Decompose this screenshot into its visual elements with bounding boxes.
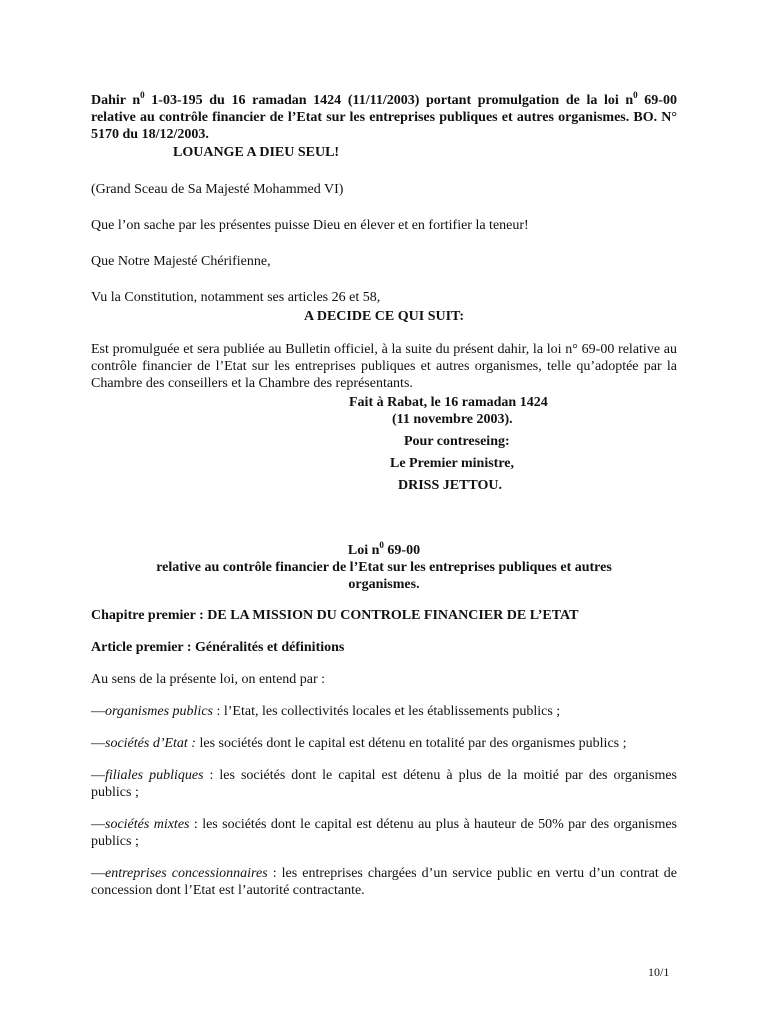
loi-title-sup: 0	[379, 540, 384, 550]
definition-text: : les sociétés dont le capital est détenu à plus de la moitié par des organismes publics ;	[91, 768, 677, 800]
definition-dash: —	[91, 817, 105, 832]
constitution-text: Vu la Constitution, notamment ses articles 26 et 58,	[91, 290, 381, 305]
definition-item	[91, 865, 677, 899]
document-page	[91, 86, 677, 899]
definition-item	[91, 703, 677, 720]
loi-title-suffix: 69-00	[383, 543, 421, 558]
signature-date: (11 novembre 2003).	[392, 412, 513, 427]
definition-term: sociétés mixtes	[105, 817, 190, 832]
signature-ministre: Le Premier ministre,	[390, 456, 515, 471]
definition-dash: —	[91, 866, 105, 881]
definitions-list	[91, 703, 677, 899]
intro-text: Au sens de la présente loi, on entend par :	[91, 672, 326, 687]
definition-term: organismes publics	[105, 704, 213, 719]
promulgation-paragraph: Est promulguée et sera publiée au Bulletin officiel, à la suite du présent dahir, la loi n° 69-00 relative au contrôle financier de l’Etat sur les entreprises publiques et autres organismes, telle qu’adoptée par la Chambre des conseillers et la Chambre des représentants.	[91, 342, 677, 391]
loi-subtitle: relative au contrôle financier de l’Etat sur les entreprises publiques et autres organismes.	[156, 560, 612, 592]
definition-item	[91, 816, 677, 850]
definition-dash: —	[91, 704, 105, 719]
article-heading: Article premier : Généralités et définitions	[91, 640, 345, 655]
definition-term: entreprises concessionnaires	[105, 866, 268, 881]
dahir-heading-part3: 69-00 relative au contrôle financier de l’Etat sur les entreprises publiques et autres organismes. BO. N° 5170 du 18/12/2003.	[91, 93, 677, 142]
definition-text: : l’Etat, les collectivités locales et les établissements publics ;	[212, 704, 561, 719]
dahir-heading	[91, 92, 677, 143]
definition-item	[91, 735, 677, 752]
signature-pour: Pour contreseing:	[404, 434, 510, 449]
loi-title	[91, 542, 677, 559]
decide-heading: A DECIDE CE QUI SUIT:	[304, 309, 464, 324]
definition-text: : les entreprises chargées d’un service public en vertu d’un contrat de concession dont l’Etat est l’autorité contractante.	[91, 866, 677, 898]
definition-term: sociétés d’Etat :	[105, 736, 196, 751]
definition-dash: —	[91, 768, 105, 783]
que-l-on-sache-text: Que l’on sache par les présentes puisse Dieu en élever et en fortifier la teneur!	[91, 218, 529, 233]
dahir-heading-part2: 1-03-195 du 16 ramadan 1424 (11/11/2003) portant promulgation de la loi n	[144, 93, 634, 108]
dahir-sup-1: 0	[140, 90, 145, 100]
signature-nom: DRISS JETTOU.	[398, 478, 503, 493]
loi-title-prefix: Loi n	[347, 543, 380, 558]
definition-item	[91, 767, 677, 801]
signature-fait: Fait à Rabat, le 16 ramadan 1424	[349, 395, 548, 410]
page-number: 10/1	[648, 965, 670, 979]
definition-text: les sociétés dont le capital est détenu en totalité par des organismes publics ;	[195, 736, 627, 751]
dahir-heading-part1: Dahir n	[91, 93, 141, 108]
majeste-text: Que Notre Majesté Chérifienne,	[91, 254, 271, 269]
grand-sceau-text: (Grand Sceau de Sa Majesté Mohammed VI)	[91, 182, 344, 197]
definition-text: : les sociétés dont le capital est détenu au plus à hauteur de 50% par des organismes publics ;	[91, 817, 677, 849]
definition-dash: —	[91, 736, 105, 751]
signature-block	[91, 394, 677, 494]
dahir-sup-2: 0	[633, 90, 638, 100]
definition-term: filiales publiques	[105, 768, 204, 783]
louange-heading: LOUANGE A DIEU SEUL!	[173, 145, 340, 160]
chapitre-heading: Chapitre premier : DE LA MISSION DU CONTROLE FINANCIER DE L’ETAT	[91, 608, 579, 623]
